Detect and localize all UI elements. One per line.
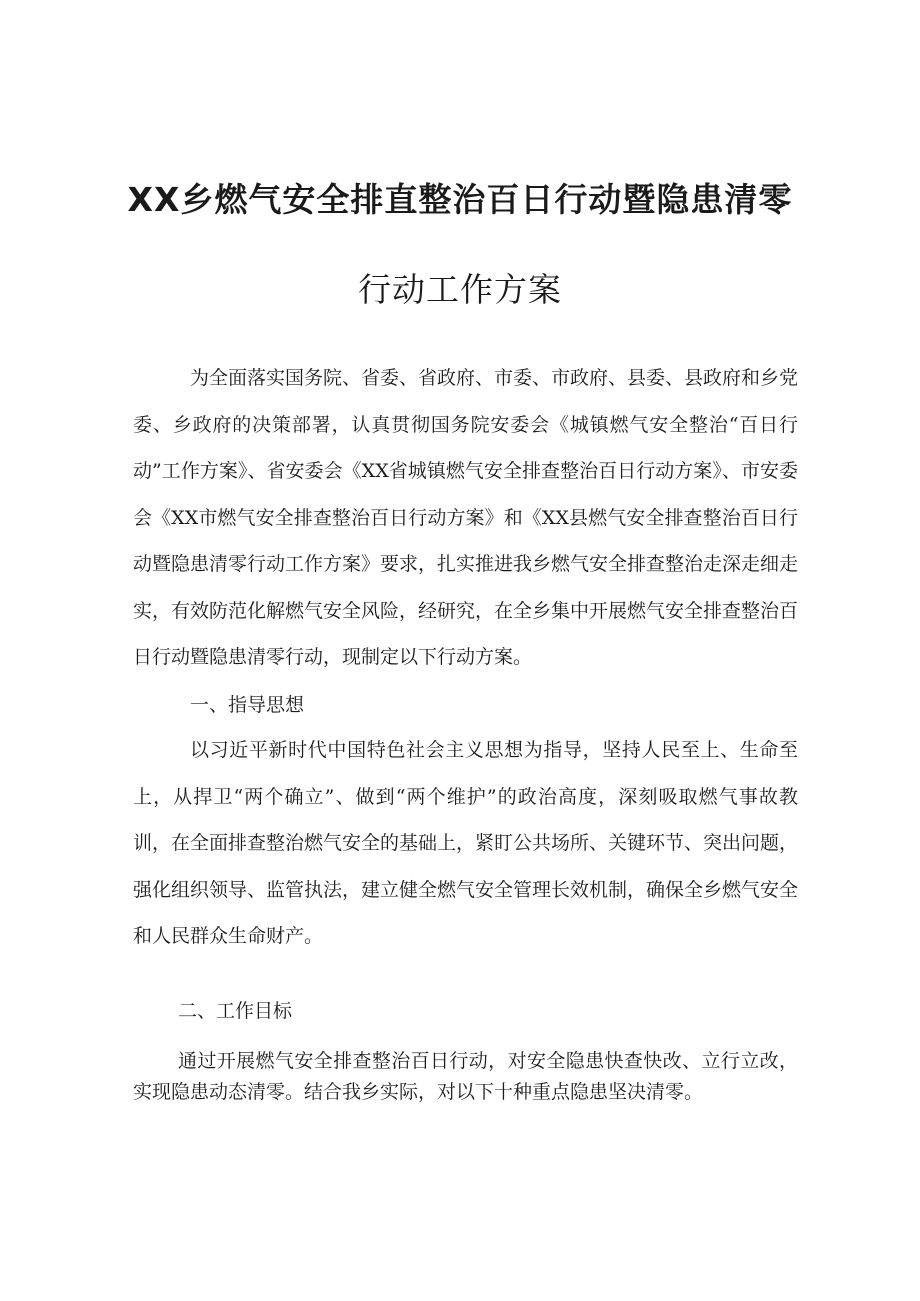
section-2-heading: 二、工作目标: [178, 1000, 293, 1022]
section-2-paragraph: 通过开展燃气安全排查整治百日行动，对安全隐患快查快改、立行立改，实现隐患动态清零。结合我乡实际，对以下十种重点隐患坚决清零。: [133, 1050, 798, 1103]
intro-paragraph: 为全面落实国务院、省委、省政府、市委、市政府、县委、县政府和乡党委、乡政府的决策部署，认真贯彻国务院安委会《城镇燃气安全整治“百日行动”工作方案》、省安委会《XX省城镇燃气安全排查整治百日行动方案》、市安委会《XX市燃气安全排查整治百日行动方案》和《XX县燃气安全排查整治百日行动暨隐患清零行动工作方案》要求，扎实推进我乡燃气安全排查整治走深走细走实，有效防范化解燃气安全风险，经研究，在全乡集中开展燃气安全排查整治百日行动暨隐患清零行动，现制定以下行动方案。: [133, 367, 799, 668]
section-1-heading: 一、指导思想: [190, 694, 305, 716]
document-title-line-2: 行动工作方案: [358, 270, 562, 309]
document-title-line-1: XX乡燃气安全排直整治百日行动暨隐患清零: [127, 180, 793, 219]
section-1-paragraph: 以习近平新时代中国特色社会主义思想为指导，坚持人民至上、生命至上，从捍卫“两个确立”、做到“两个维护”的政治高度，深刻吸取燃气事故教训，在全面排查整治燃气安全的基础上，紧盯公共场所、关键环节、突出问题，强化组织领导、监管执法，建立健全燃气安全管理长效机制，确保全乡燃气安全和人民群众生命财产。: [133, 739, 799, 947]
